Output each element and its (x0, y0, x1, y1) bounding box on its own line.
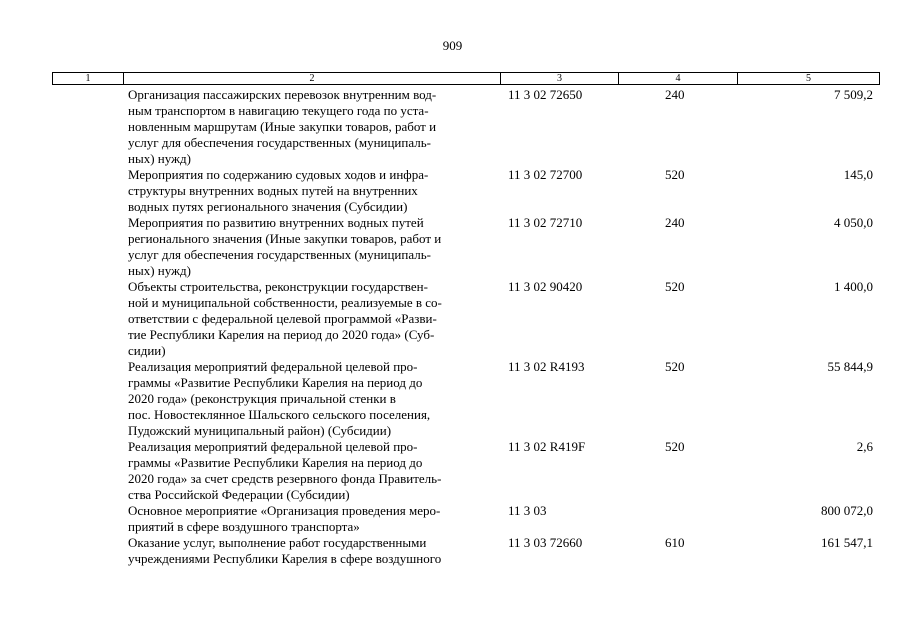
row-expense-type (618, 503, 737, 535)
row-name-line: граммы «Развитие Республики Карелия на период до (128, 375, 423, 390)
row-name (128, 503, 500, 535)
row-expense-type: 520 (665, 167, 685, 182)
header-col-3: 3 (501, 73, 619, 84)
row-name-line: услуг для обеспечения государственных (муниципаль- (128, 247, 431, 262)
row-name-line: новленным маршрутам (Иные закупки товаров, работ и (128, 119, 437, 134)
row-amount: 1 400,0 (834, 279, 873, 294)
row-name-line: 2020 года» за счет средств резервного фонда Правитель- (128, 471, 442, 486)
row-expense-type: 520 (665, 279, 685, 294)
row-name-line: Реализация мероприятий федеральной целевой про- (128, 359, 418, 374)
row-name-line: Основное мероприятие «Организация проведения меро- (128, 503, 441, 518)
row-amount: 55 844,9 (827, 359, 873, 374)
row-name-line: ства Российской Федерации (Субсидии) (128, 487, 350, 502)
row-name (128, 87, 500, 167)
row-amount: 7 509,2 (834, 87, 873, 102)
row-code: 11 3 02 R4193 (508, 359, 585, 374)
row-amount: 4 050,0 (834, 215, 873, 230)
row-name-line: водных путях регионального значения (Субсидии) (128, 199, 408, 214)
row-name (128, 215, 500, 279)
row-expense-type: 520 (665, 439, 685, 454)
row-name-line: ных) нужд) (128, 263, 191, 278)
row-name-line: граммы «Развитие Республики Карелия на период до (128, 455, 423, 470)
row-code: 11 3 03 72660 (508, 535, 583, 550)
row-name-line: Объекты строительства, реконструкции государствен- (128, 279, 428, 294)
row-name-line: тие Республики Карелия на период до 2020 года» (Суб- (128, 327, 435, 342)
row-name-line: ным транспортом в навигацию текущего года по уста- (128, 103, 429, 118)
row-expense-type: 240 (665, 87, 685, 102)
row-expense-type: 520 (665, 359, 685, 374)
table-row (52, 279, 880, 359)
row-name (128, 359, 500, 439)
table-row (52, 215, 880, 279)
row-name-line: услуг для обеспечения государственных (муниципаль- (128, 135, 431, 150)
row-code: 11 3 02 90420 (508, 279, 583, 294)
row-code: 11 3 02 72650 (508, 87, 583, 102)
header-col-4: 4 (619, 73, 738, 84)
row-name-line: Реализация мероприятий федеральной целевой про- (128, 439, 418, 454)
header-col-1: 1 (53, 73, 124, 84)
header-col-5: 5 (806, 73, 811, 84)
table-row (52, 439, 880, 503)
table-row (52, 87, 880, 167)
row-name (128, 279, 500, 359)
row-name-line: приятий в сфере воздушного транспорта» (128, 519, 360, 534)
row-code: 11 3 02 72710 (508, 215, 583, 230)
table-row (52, 167, 880, 215)
row-name-line: Организация пассажирских перевозок внутренним вод- (128, 87, 437, 102)
header-col-2: 2 (124, 73, 501, 84)
table-row (52, 359, 880, 439)
row-expense-type: 610 (665, 535, 685, 550)
row-amount: 2,6 (856, 439, 873, 454)
table-header (52, 72, 880, 85)
row-name-line: Оказание услуг, выполнение работ государственными (128, 535, 427, 550)
table-row (52, 535, 880, 567)
row-amount: 800 072,0 (821, 503, 873, 518)
row-code: 11 3 02 R419F (508, 439, 586, 454)
row-amount: 161 547,1 (821, 535, 873, 550)
row-name-line: учреждениями Республики Карелия в сфере воздушного (128, 551, 442, 566)
row-name (128, 535, 500, 567)
row-name-line: структуры внутренних водных путей на внутренних (128, 183, 418, 198)
row-name-line: Мероприятия по развитию внутренних водных путей (128, 215, 424, 230)
row-expense-type: 240 (665, 215, 685, 230)
row-name-line: сидии) (128, 343, 166, 358)
row-name-line: Мероприятия по содержанию судовых ходов и инфра- (128, 167, 429, 182)
row-name-line: пос. Новостеклянное Шальского сельского поселения, (128, 407, 431, 422)
row-name-line: регионального значения (Иные закупки товаров, работ и (128, 231, 442, 246)
row-name-line: Пудожский муниципальный район) (Субсидии) (128, 423, 392, 438)
page-number: 909 (442, 38, 463, 53)
row-name (128, 439, 500, 503)
table-row (52, 503, 880, 535)
table-body (52, 87, 880, 567)
row-name (128, 167, 500, 215)
row-name-line: ответствии с федеральной целевой программой «Разви- (128, 311, 437, 326)
row-name-line: ных) нужд) (128, 151, 191, 166)
row-name-line: ной и муниципальной собственности, реализуемые в со- (128, 295, 442, 310)
row-amount: 145,0 (843, 167, 873, 182)
row-code: 11 3 03 (508, 503, 547, 518)
row-name-line: 2020 года» (реконструкция причальной стенки в (128, 391, 396, 406)
row-code: 11 3 02 72700 (508, 167, 583, 182)
